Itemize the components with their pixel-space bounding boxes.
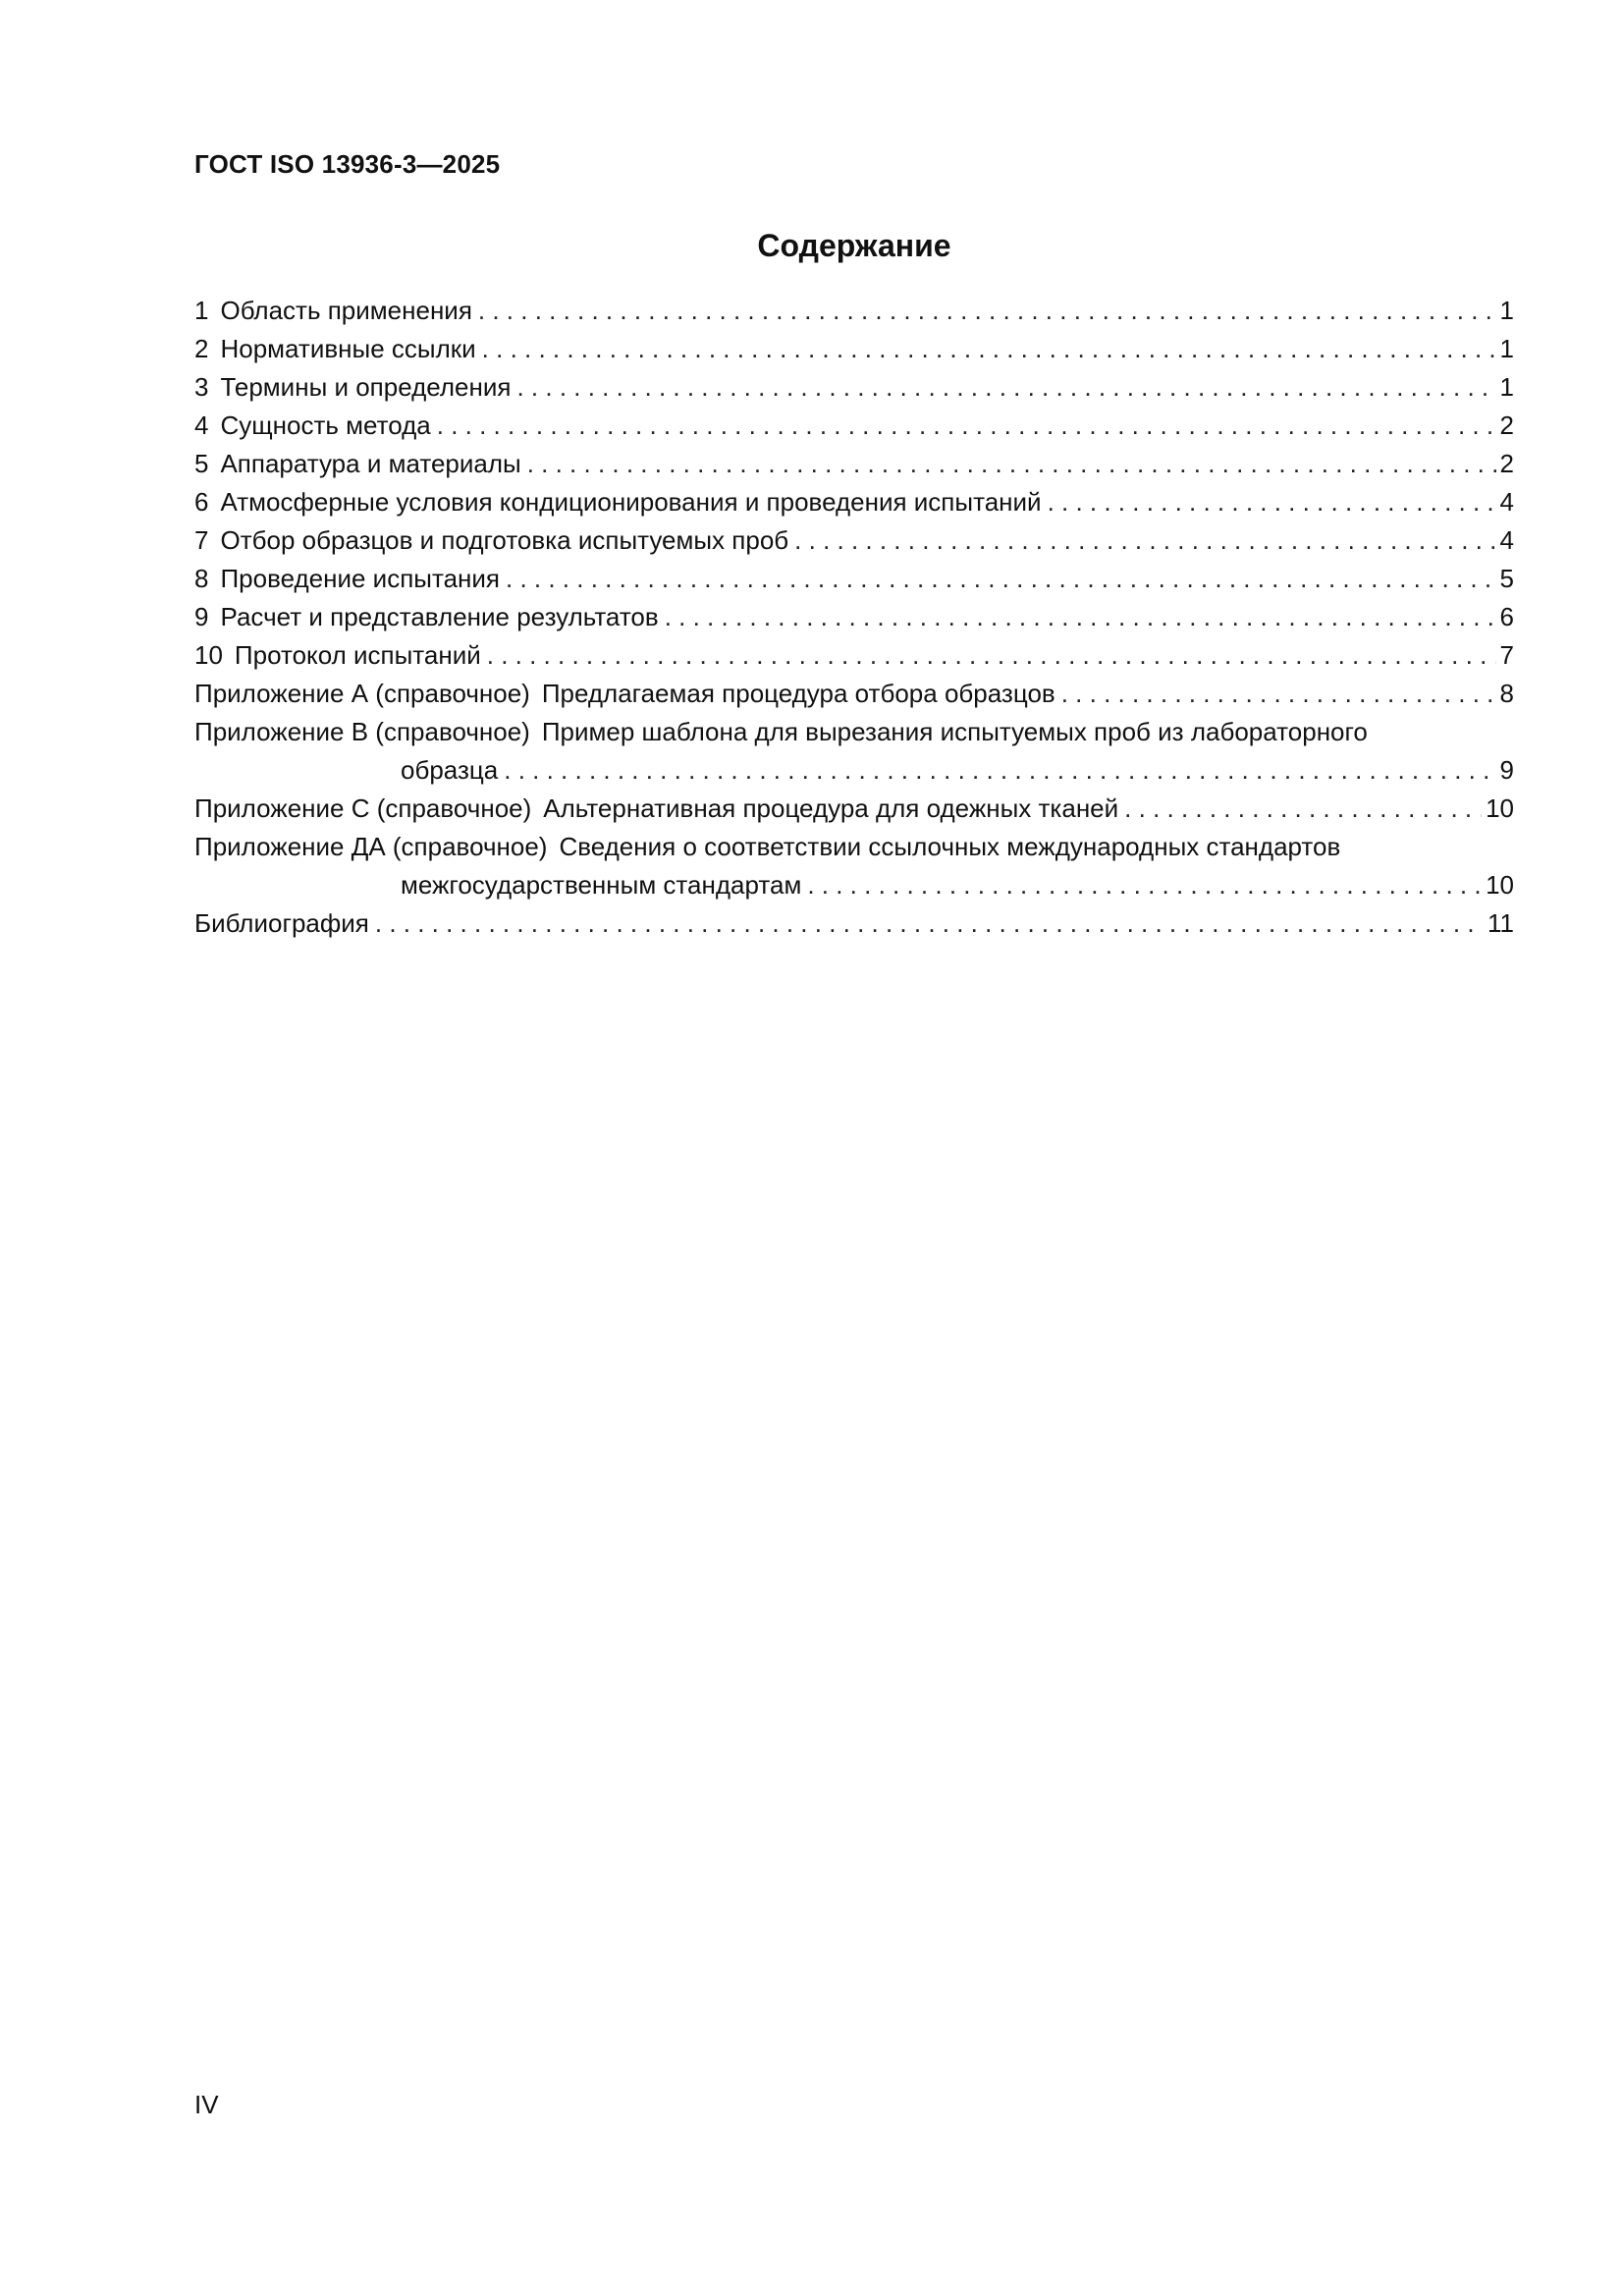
annex-label-continuation: образца [401,755,499,785]
toc-entry-number: 3 [194,372,209,402]
toc-entry-page: 1 [1499,334,1514,363]
toc-entry-page: 2 [1499,449,1514,478]
toc-leader-dots [516,368,1495,407]
annex-prefix: Приложение С (справочное) [194,793,532,823]
toc-annex-entry-continuation[interactable] [194,866,1514,904]
toc-leader-dots [482,330,1496,368]
toc-entry-page: 7 [1499,640,1514,670]
toc-leader-dots [437,407,1496,445]
annex-label-continuation: межгосударственным стандартам [401,870,802,900]
toc-entry[interactable] [194,521,1514,560]
toc-entry-label: Расчет и представление результатов [220,602,659,631]
toc-leader-dots [1061,675,1496,713]
annex-prefix: Приложение А (справочное) [194,679,530,708]
bibliography-label: Библиография [194,908,369,938]
toc-annex-entry[interactable] [194,675,1514,713]
toc-entry-label: Сущность метода [220,410,431,440]
toc-leader-dots [807,866,1482,904]
toc-entry-number: 1 [194,296,209,325]
toc-entry-page: 11 [1488,908,1514,938]
toc-annex-entry[interactable] [194,828,1514,866]
toc-entry-page: 5 [1499,564,1514,593]
toc-entry-label: Проведение испытания [220,564,501,593]
toc-leader-dots [487,636,1496,675]
toc-title: Содержание [757,228,951,263]
toc-leader-dots [1124,790,1482,828]
toc-entry-label: Протокол испытаний [234,640,481,670]
toc-entry-label: Термины и определения [220,372,512,402]
toc-entry-number: 2 [194,334,209,363]
toc-entry-page: 1 [1499,372,1514,402]
toc-entry-label: Область применения [220,296,472,325]
toc-bibliography-entry[interactable] [194,904,1514,943]
toc-entry-number: 5 [194,449,209,478]
toc-entry-page: 4 [1499,487,1514,517]
toc-annex-entry-continuation[interactable] [194,751,1514,790]
page-number: IV [194,2090,219,2119]
annex-label: Пример шаблона для вырезания испытуемых проб из лабораторного [541,717,1368,746]
annex-label: Предлагаемая процедура отбора образцов [541,679,1055,708]
toc-entry[interactable] [194,330,1514,368]
toc-leader-dots [504,751,1495,790]
annex-prefix: Приложение ДА (справочное) [194,832,548,861]
toc-entry-page: 10 [1486,793,1514,823]
toc-leader-dots [375,904,1484,943]
toc-entry-page: 9 [1499,755,1514,785]
toc-leader-dots [506,560,1496,598]
toc-leader-dots [665,598,1496,636]
toc-entry[interactable] [194,483,1514,521]
toc-entry-label: Нормативные ссылки [220,334,476,363]
toc-entry-number: 8 [194,564,209,593]
toc-leader-dots [527,445,1496,483]
toc-entry-number: 6 [194,487,209,517]
toc-entry[interactable] [194,560,1514,598]
toc-entry-number: 10 [194,640,223,670]
toc-entry-page: 6 [1499,602,1514,631]
toc-entry-page: 2 [1499,410,1514,440]
toc-entry[interactable] [194,407,1514,445]
toc-entry[interactable] [194,636,1514,675]
toc-entry-label: Отбор образцов и подготовка испытуемых проб [220,525,789,555]
toc-entry[interactable] [194,598,1514,636]
toc-entry-page: 8 [1499,679,1514,708]
toc-entry-label: Аппаратура и материалы [220,449,521,478]
toc-entry[interactable] [194,445,1514,483]
toc-leader-dots [478,292,1496,330]
annex-label: Альтернативная процедура для одежных тканей [543,793,1119,823]
toc-entry[interactable] [194,292,1514,330]
annex-prefix: Приложение В (справочное) [194,717,530,746]
toc-annex-entry[interactable] [194,713,1514,751]
toc-annex-entry[interactable] [194,790,1514,828]
toc-leader-dots [1048,483,1496,521]
toc-entry-number: 4 [194,410,209,440]
toc-entry-number: 9 [194,602,209,631]
toc-entry-number: 7 [194,525,209,555]
toc-leader-dots [794,521,1495,560]
toc-entry-page: 10 [1486,870,1514,900]
document-code: ГОСТ ISO 13936-3—2025 [194,149,501,179]
toc-entry-page: 1 [1499,296,1514,325]
toc-entry[interactable] [194,368,1514,407]
annex-label: Сведения о соответствии ссылочных международных стандартов [559,832,1341,861]
toc-entry-page: 4 [1499,525,1514,555]
toc-entry-label: Атмосферные условия кондиционирования и проведения испытаний [220,487,1042,517]
table-of-contents [194,292,1514,943]
